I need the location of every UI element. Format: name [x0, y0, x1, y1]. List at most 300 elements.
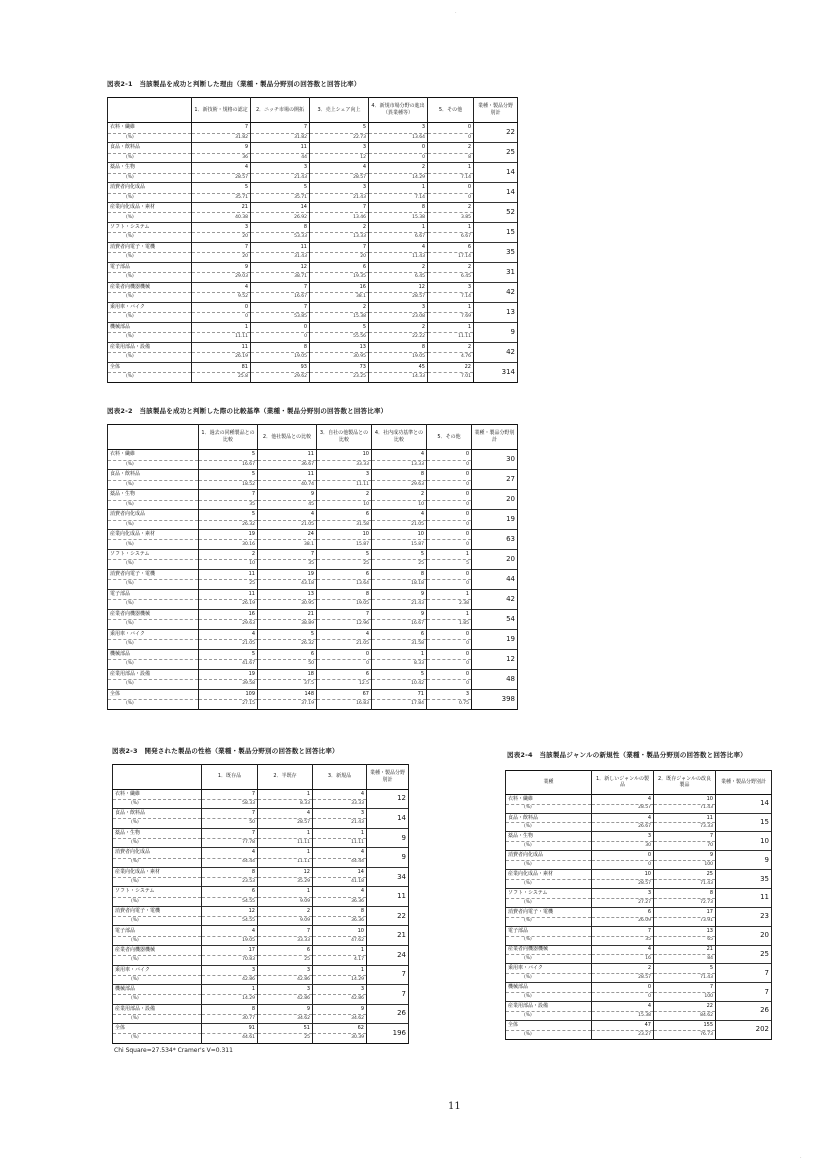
row-total: 9 — [367, 848, 409, 868]
count-cell: 47 — [592, 1020, 654, 1030]
row-total: 398 — [472, 689, 518, 709]
percent-cell: 13.33 — [310, 233, 369, 243]
percent-cell: 5 — [427, 560, 472, 570]
percent-cell: 7.69 — [428, 313, 474, 323]
row-total: 31 — [474, 262, 518, 282]
count-cell: 2 — [369, 262, 428, 272]
row-total: 14 — [716, 794, 772, 813]
table-row — [108, 302, 518, 312]
row-total: 7 — [716, 983, 772, 1002]
percent-cell: 35.71 — [192, 193, 251, 203]
percent-cell: 34.62 — [258, 1014, 313, 1023]
row-label: 食品・飲料品 — [108, 143, 192, 153]
count-cell: 0 — [427, 669, 472, 679]
count-cell: 4 — [192, 282, 251, 292]
percent-cell: 23.25 — [310, 373, 369, 383]
percent-cell: 4.76 — [428, 353, 474, 363]
count-cell: 2 — [428, 262, 474, 272]
row-label: 乗用車・バイク — [506, 964, 592, 974]
percent-cell: 15.38 — [592, 1011, 654, 1020]
count-cell: 45 — [369, 362, 428, 372]
table-row — [108, 143, 518, 153]
count-cell: 4 — [592, 813, 654, 823]
table-row — [113, 926, 409, 936]
percent-cell: 41.67 — [199, 660, 258, 670]
percent-cell: 21.43 — [310, 193, 369, 203]
count-cell: 19 — [199, 530, 258, 540]
count-cell: 8 — [372, 470, 427, 480]
row-label: 電子部品 — [108, 262, 192, 272]
percent-label: (%) — [108, 480, 199, 490]
percent-cell: 11.11 — [317, 480, 372, 490]
row-total: 30 — [472, 450, 518, 470]
count-cell: 5 — [199, 510, 258, 520]
count-cell: 7 — [310, 203, 369, 213]
percent-cell: 8.33 — [258, 799, 313, 808]
table-header-row — [108, 425, 518, 450]
percent-row — [113, 1034, 409, 1044]
percent-cell: 0 — [592, 861, 654, 870]
percent-cell: 33.33 — [317, 460, 372, 470]
percent-row — [108, 353, 518, 363]
table-row — [108, 342, 518, 352]
percent-cell: 26.67 — [592, 823, 654, 832]
count-cell: 1 — [258, 789, 313, 799]
percent-cell: 17.84 — [372, 700, 427, 710]
percent-cell: 38.71 — [251, 273, 310, 283]
percent-cell: 6.45 — [369, 273, 428, 283]
table-row — [108, 322, 518, 332]
row-label: 産業向化成品・素材 — [108, 203, 192, 213]
row-label: 産業用部品・設備 — [506, 1002, 592, 1012]
percent-cell: 6.67 — [428, 233, 474, 243]
percent-row — [108, 213, 518, 223]
row-total: 20 — [472, 550, 518, 570]
count-cell: 4 — [199, 629, 258, 639]
count-cell: 1 — [258, 848, 313, 858]
row-label: 産業向化成品・素材 — [108, 530, 199, 540]
row-label: 薬品・生物 — [113, 828, 202, 838]
table-row — [113, 809, 409, 819]
row-total: 7 — [716, 964, 772, 983]
count-cell: 81 — [192, 362, 251, 372]
count-cell: 22 — [654, 1002, 716, 1012]
percent-cell: 36 — [192, 153, 251, 163]
row-label: 食品・飲料品 — [506, 813, 592, 823]
count-cell: 4 — [313, 789, 367, 799]
percent-cell: 47.62 — [313, 936, 367, 945]
table-row — [108, 510, 518, 520]
percent-cell: 58.33 — [202, 799, 258, 808]
count-cell: 11 — [654, 813, 716, 823]
percent-row — [108, 520, 518, 530]
percent-cell: 0 — [251, 333, 310, 343]
column-header: 5．その他 — [427, 425, 472, 450]
percent-row — [113, 995, 409, 1004]
table-row — [108, 203, 518, 213]
row-total: 196 — [367, 1024, 409, 1044]
percent-label: (%) — [108, 640, 199, 650]
percent-cell: 0 — [427, 680, 472, 690]
count-cell: 17 — [202, 946, 258, 956]
percent-label: (%) — [108, 500, 199, 510]
count-cell: 2 — [369, 322, 428, 332]
count-cell: 4 — [192, 163, 251, 173]
percent-cell: 35.71 — [251, 193, 310, 203]
row-label: 乗用車・バイク — [108, 629, 199, 639]
count-cell: 11 — [199, 570, 258, 580]
percent-cell: 17.14 — [428, 253, 474, 263]
count-cell: 21 — [192, 203, 251, 213]
count-cell: 3 — [592, 832, 654, 842]
count-cell: 51 — [258, 1024, 313, 1034]
percent-cell: 16.67 — [372, 620, 427, 630]
percent-cell: 42.86 — [202, 975, 258, 984]
count-cell: 5 — [372, 550, 427, 560]
table-row — [506, 964, 772, 974]
count-cell: 1 — [313, 828, 367, 838]
table-header-row — [108, 98, 518, 123]
count-cell: 4 — [313, 887, 367, 897]
percent-row — [108, 153, 518, 163]
row-total: 44 — [472, 570, 518, 590]
percent-label: (%) — [108, 193, 192, 203]
percent-row — [108, 680, 518, 690]
percent-cell: 23.53 — [202, 878, 258, 887]
count-cell: 7 — [654, 832, 716, 842]
count-cell: 0 — [427, 510, 472, 520]
count-cell: 3 — [310, 143, 369, 153]
row-total: 11 — [367, 887, 409, 907]
row-label: ソフト・システム — [108, 550, 199, 560]
percent-row — [108, 560, 518, 570]
count-cell: 14 — [313, 867, 367, 877]
percent-cell: 19.05 — [202, 936, 258, 945]
percent-row — [108, 480, 518, 490]
count-cell: 9 — [258, 1004, 313, 1014]
table-row — [506, 983, 772, 993]
count-cell: 2 — [310, 223, 369, 233]
count-cell: 0 — [427, 450, 472, 460]
percent-cell: 21.05 — [258, 520, 317, 530]
count-cell: 7 — [199, 490, 258, 500]
percent-cell: 11.11 — [192, 333, 251, 343]
count-cell: 1 — [372, 649, 427, 659]
percent-label: (%) — [113, 819, 202, 828]
percent-cell: 84 — [654, 955, 716, 964]
percent-label: (%) — [108, 600, 199, 610]
percent-cell: 14.29 — [369, 173, 428, 183]
row-label: 薬品・生物 — [108, 163, 192, 173]
count-cell: 7 — [310, 243, 369, 253]
percent-cell: 23.27 — [592, 1030, 654, 1039]
count-cell: 24 — [258, 530, 317, 540]
count-cell: 0 — [592, 851, 654, 861]
percent-row — [108, 273, 518, 283]
count-cell: 2 — [317, 490, 372, 500]
row-total: 7 — [367, 965, 409, 985]
percent-label: (%) — [113, 936, 202, 945]
row-total: 22 — [367, 906, 409, 926]
count-cell: 8 — [313, 906, 367, 916]
percent-cell: 26.19 — [192, 353, 251, 363]
scan-speck: · — [455, 10, 457, 16]
column-header: 5．その他 — [428, 98, 474, 123]
count-cell: 6 — [428, 243, 474, 253]
count-cell: 4 — [258, 510, 317, 520]
row-label: 衣料・繊維 — [108, 450, 199, 460]
count-cell: 9 — [372, 589, 427, 599]
count-cell: 9 — [192, 262, 251, 272]
count-cell: 12 — [202, 906, 258, 916]
percent-cell: 28.57 — [592, 974, 654, 983]
percent-cell: 28.57 — [310, 173, 369, 183]
table-row — [113, 828, 409, 838]
percent-cell: 0 — [427, 460, 472, 470]
table-row — [108, 649, 518, 659]
percent-cell: 16 — [592, 955, 654, 964]
count-cell: 0 — [428, 123, 474, 133]
table-row — [108, 362, 518, 372]
table-row — [108, 490, 518, 500]
percent-label: (%) — [113, 799, 202, 808]
percent-label: (%) — [113, 975, 202, 984]
table-row — [506, 832, 772, 842]
percent-cell: 0 — [592, 993, 654, 1002]
count-cell: 3 — [369, 302, 428, 312]
row-total: 12 — [472, 649, 518, 669]
percent-row — [108, 253, 518, 263]
row-label: 機械部品 — [506, 983, 592, 993]
column-header: 4．新規市場分野の進出（異業種等） — [369, 98, 428, 123]
count-cell: 4 — [317, 629, 372, 639]
percent-cell: 11.11 — [428, 333, 474, 343]
row-total: 14 — [474, 183, 518, 203]
row-total: 14 — [367, 809, 409, 829]
percent-row — [108, 173, 518, 183]
percent-cell: 42.86 — [258, 975, 313, 984]
table-caption: 図表2-4 当該製品ジャンルの新規性（業種・製品分野別の回答数と回答比率） — [507, 751, 747, 759]
percent-label: (%) — [108, 560, 199, 570]
count-cell: 16 — [199, 609, 258, 619]
percent-cell: 8 — [428, 153, 474, 163]
count-cell: 5 — [310, 322, 369, 332]
percent-cell: 38.1 — [258, 540, 317, 550]
percent-row — [113, 917, 409, 926]
percent-cell: 44 — [251, 153, 310, 163]
table-row — [108, 609, 518, 619]
percent-cell: 100 — [654, 993, 716, 1002]
percent-cell: 0 — [427, 540, 472, 550]
row-label: 全体 — [506, 1020, 592, 1030]
table-row — [108, 183, 518, 193]
percent-cell: 15.87 — [317, 540, 372, 550]
percent-cell: 35 — [258, 560, 317, 570]
row-label: 全体 — [108, 362, 192, 372]
percent-row — [108, 540, 518, 550]
row-label: ソフト・システム — [108, 223, 192, 233]
count-cell: 18 — [258, 669, 317, 679]
percent-cell: 38.89 — [258, 620, 317, 630]
count-cell: 7 — [251, 123, 310, 133]
percent-label: (%) — [506, 955, 592, 964]
stat-note: Chi Square=27.534* Cramer's V=0.311 — [114, 1047, 233, 1054]
percent-cell: 12.5 — [317, 680, 372, 690]
table-row — [113, 946, 409, 956]
count-cell: 2 — [310, 302, 369, 312]
percent-cell: 30.77 — [202, 1014, 258, 1023]
column-header: 2．ニッチ市場の開拓 — [251, 98, 310, 123]
count-cell: 9 — [192, 143, 251, 153]
percent-cell: 25 — [372, 560, 427, 570]
percent-row — [108, 293, 518, 303]
percent-cell: 28.57 — [592, 879, 654, 888]
percent-cell: 65 — [654, 936, 716, 945]
count-cell: 13 — [654, 926, 716, 936]
percent-cell: 35 — [199, 500, 258, 510]
count-cell: 109 — [199, 689, 258, 699]
count-cell: 0 — [427, 649, 472, 659]
row-total: 21 — [367, 926, 409, 946]
percent-label: (%) — [108, 333, 192, 343]
count-cell: 3 — [192, 223, 251, 233]
row-total: 27 — [472, 470, 518, 490]
percent-cell: 29.62 — [251, 373, 310, 383]
count-cell: 1 — [369, 183, 428, 193]
count-cell: 1 — [369, 223, 428, 233]
row-total: 11 — [716, 889, 772, 908]
row-label: ソフト・システム — [113, 887, 202, 897]
count-cell: 1 — [313, 965, 367, 975]
table-row — [108, 123, 518, 133]
count-cell: 62 — [313, 1024, 367, 1034]
row-label: 全体 — [108, 689, 199, 699]
percent-row — [113, 838, 409, 847]
percent-cell: 14.33 — [369, 373, 428, 383]
column-header: 業種・製品分野別計 — [472, 425, 518, 450]
count-cell: 10 — [372, 530, 427, 540]
percent-row — [108, 333, 518, 343]
percent-cell: 40.38 — [192, 213, 251, 223]
count-cell: 0 — [428, 183, 474, 193]
percent-cell: 9.09 — [258, 897, 313, 906]
percent-cell: 8.33 — [372, 660, 427, 670]
count-cell: 7 — [592, 926, 654, 936]
percent-cell: 11.11 — [258, 838, 313, 847]
row-label: 産業用部品・設備 — [113, 1004, 202, 1014]
percent-cell: 53.85 — [251, 313, 310, 323]
count-cell: 8 — [202, 867, 258, 877]
count-cell: 4 — [202, 848, 258, 858]
percent-label: (%) — [108, 620, 199, 630]
percent-cell: 20 — [192, 253, 251, 263]
percent-cell: 18.52 — [199, 480, 258, 490]
count-cell: 6 — [372, 629, 427, 639]
row-total: 15 — [716, 813, 772, 832]
count-cell: 8 — [369, 203, 428, 213]
percent-label: (%) — [113, 1034, 202, 1044]
column-header: 3．売上シェア向上 — [310, 98, 369, 123]
count-cell: 4 — [313, 848, 367, 858]
table-row — [113, 867, 409, 877]
percent-label: (%) — [506, 804, 592, 813]
percent-row — [108, 640, 518, 650]
column-header: 2．他社製品との比較 — [258, 425, 317, 450]
count-cell: 4 — [592, 945, 654, 955]
count-cell: 1 — [427, 609, 472, 619]
percent-cell: 25 — [199, 580, 258, 590]
percent-label: (%) — [506, 898, 592, 907]
percent-cell: 0 — [427, 580, 472, 590]
count-cell: 4 — [369, 243, 428, 253]
row-label: 衣料・繊維 — [506, 794, 592, 804]
row-total: 35 — [474, 243, 518, 263]
count-cell: 1 — [428, 223, 474, 233]
percent-cell: 11.11 — [313, 838, 367, 847]
count-cell: 13 — [258, 589, 317, 599]
row-total: 12 — [367, 789, 409, 809]
count-cell: 1 — [427, 550, 472, 560]
percent-cell: 1.85 — [427, 620, 472, 630]
percent-row — [113, 799, 409, 808]
percent-row — [108, 373, 518, 383]
table-row — [113, 965, 409, 975]
table-row — [506, 1002, 772, 1012]
count-cell: 3 — [313, 985, 367, 995]
table-caption: 図表2-2 当該製品を成功と判断した際の比較基準（業種・製品分野別の回答数と回答比率） — [107, 407, 388, 415]
row-label: 機械部品 — [113, 985, 202, 995]
percent-label: (%) — [108, 660, 199, 670]
percent-cell: 45 — [258, 500, 317, 510]
percent-cell: 18.18 — [372, 580, 427, 590]
percent-cell: 7.14 — [428, 293, 474, 303]
percent-cell: 0 — [317, 660, 372, 670]
column-header: 2．既存ジャンルの改良製品 — [654, 771, 716, 795]
percent-cell: 10 — [372, 500, 427, 510]
count-cell: 5 — [317, 550, 372, 560]
count-cell: 73 — [310, 362, 369, 372]
percent-cell: 19.05 — [369, 353, 428, 363]
count-cell: 21 — [258, 609, 317, 619]
percent-cell: 19.05 — [317, 600, 372, 610]
count-cell: 2 — [372, 490, 427, 500]
count-cell: 5 — [192, 183, 251, 193]
row-total: 42 — [472, 589, 518, 609]
row-label: 食品・飲料品 — [108, 470, 199, 480]
percent-cell: 30.16 — [199, 540, 258, 550]
row-total: 23 — [716, 907, 772, 926]
count-cell: 17 — [654, 907, 716, 917]
table-row — [113, 906, 409, 916]
count-cell: 6 — [317, 669, 372, 679]
percent-cell: 13.33 — [372, 460, 427, 470]
percent-cell: 0 — [427, 660, 472, 670]
row-label: 機械部品 — [108, 649, 199, 659]
count-cell: 7 — [317, 609, 372, 619]
count-cell: 2 — [369, 163, 428, 173]
row-total: 25 — [474, 143, 518, 163]
percent-cell: 4.17 — [313, 956, 367, 965]
count-cell: 0 — [251, 322, 310, 332]
row-label: 産業用部品・設備 — [108, 669, 199, 679]
count-cell: 4 — [372, 450, 427, 460]
percent-cell: 9.09 — [258, 917, 313, 926]
row-label: 消費者向電子・電機 — [113, 906, 202, 916]
column-header: 3．自社の他製品との比較 — [317, 425, 372, 450]
count-cell: 9 — [372, 609, 427, 619]
count-cell: 3 — [313, 809, 367, 819]
column-header: 業種・製品分野別計 — [474, 98, 518, 123]
